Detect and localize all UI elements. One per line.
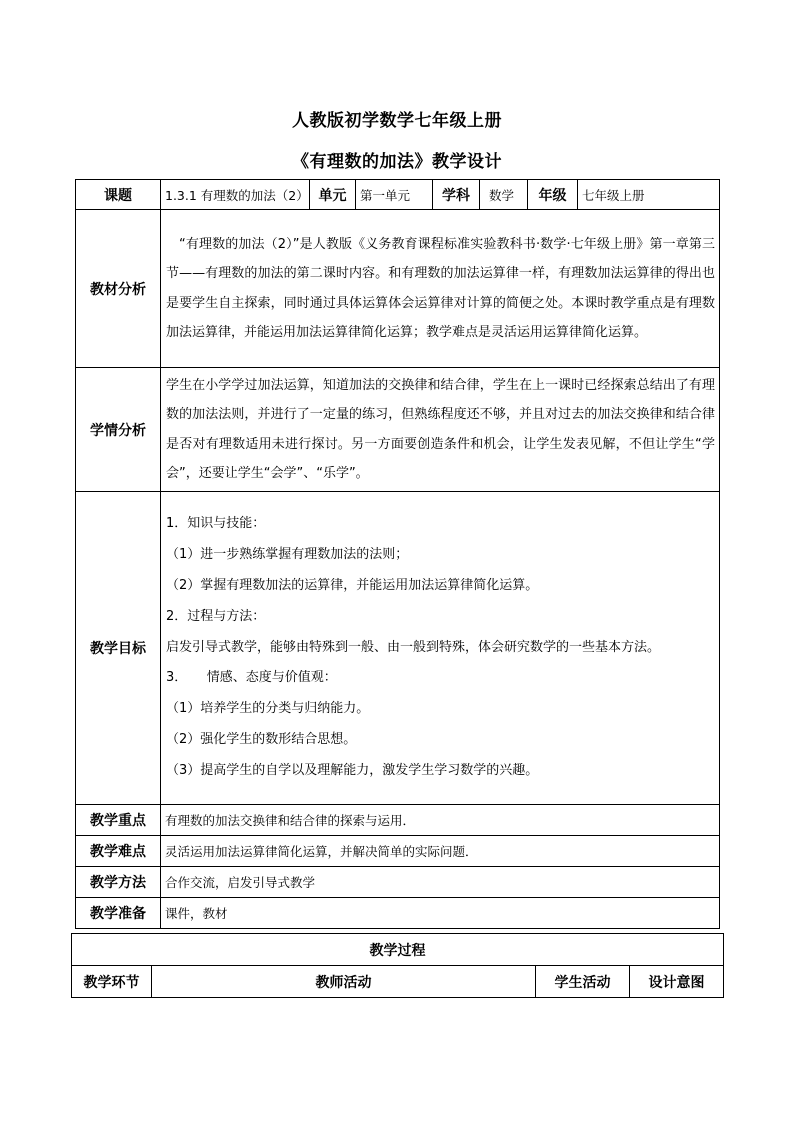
objective-line: 启发引导式教学，能够由特殊到一般、由一般到特殊，体会研究数学的一些基本方法。 — [166, 639, 661, 655]
objective-line: （1）培养学生的分类与归纳能力。 — [166, 701, 370, 717]
methods-text: 合作交流，启发引导式教学 — [161, 867, 720, 898]
objective-line: （3）提高学生的自学以及理解能力，激发学生学习数学的兴趣。 — [166, 763, 539, 779]
subject-value: 数学 — [480, 180, 528, 210]
process-header-cell: 学生活动 — [536, 966, 630, 998]
objective-line: 2．过程与方法： — [166, 608, 266, 624]
info-row — [76, 180, 720, 210]
topic-value: 1.3.1 有理数的加法（2） — [161, 180, 310, 210]
objective-line: （2）强化学生的数形结合思想。 — [166, 732, 357, 748]
grade-label: 年级 — [528, 180, 578, 210]
objectives-content — [161, 492, 720, 805]
process-header-row — [72, 966, 724, 998]
document-title: 人教版初学数学七年级上册 — [292, 111, 502, 131]
difficulties-row — [76, 836, 720, 867]
unit-label: 单元 — [310, 180, 356, 210]
objectives-label: 教学目标 — [76, 492, 161, 805]
process-header-cell: 教学环节 — [72, 966, 152, 998]
material-analysis-text: “有理数的加法（2）”是人教版《义务教育课程标准实验教科书·数学·七年级上册》第一章第三节——有理数的加法的第二课时内容。和有理数的加法运算律一样，有理数加法运算律的得出也是要学生自主探索，同时通过具体运算体会运算律对计算的简便之处。本课时教学重点是有理数加法运算律，并能运用加法运算律简化运算；教学难点是灵活运用运算律简化运算。 — [161, 210, 720, 368]
material-analysis-label: 教材分析 — [76, 210, 161, 368]
student-analysis-text: 学生在小学学过加法运算，知道加法的交换律和结合律，学生在上一课时已经探索总结出了有理数的加法法则，并进行了一定量的练习，但熟练程度还不够，并且对过去的加法交换律和结合律是否对有理数适用未进行探讨。另一方面要创造条件和机会，让学生发表见解，不但让学生“学会”，还要让学生“会学”、“乐学”。 — [161, 368, 720, 492]
methods-label: 教学方法 — [76, 867, 161, 898]
student-analysis-row — [76, 368, 720, 492]
key-points-row — [76, 805, 720, 836]
unit-value: 第一单元 — [356, 180, 433, 210]
methods-row — [76, 867, 720, 898]
difficulties-text: 灵活运用加法运算律简化运算，并解决简单的实际问题． — [161, 836, 720, 867]
process-header-cell: 设计意图 — [630, 966, 724, 998]
process-title-row — [72, 934, 724, 966]
objectives-row — [76, 492, 720, 805]
objective-line: 1．知识与技能： — [166, 515, 266, 531]
objective-line: （2）掌握有理数加法的运算律，并能运用加法运算律简化运算。 — [166, 577, 539, 593]
material-analysis-row — [76, 210, 720, 368]
topic-label: 课题 — [76, 180, 161, 210]
grade-value: 七年级上册 — [578, 180, 720, 210]
preparation-label: 教学准备 — [76, 898, 161, 929]
subject-label: 学科 — [433, 180, 480, 210]
objective-line: 3． 情感、态度与价值观： — [166, 670, 337, 686]
difficulties-label: 教学难点 — [76, 836, 161, 867]
objective-line: （1）进一步熟练掌握有理数加法的法则； — [166, 546, 409, 562]
document-subtitle: 《有理数的加法》教学设计 — [292, 152, 502, 172]
process-header-cell: 教师活动 — [152, 966, 536, 998]
teaching-process-table — [71, 933, 724, 998]
process-title: 教学过程 — [72, 934, 724, 966]
lesson-info-table — [75, 179, 720, 929]
preparation-row — [76, 898, 720, 929]
key-points-text: 有理数的加法交换律和结合律的探索与运用． — [161, 805, 720, 836]
student-analysis-label: 学情分析 — [76, 368, 161, 492]
preparation-text: 课件，教材 — [161, 898, 720, 929]
key-points-label: 教学重点 — [76, 805, 161, 836]
